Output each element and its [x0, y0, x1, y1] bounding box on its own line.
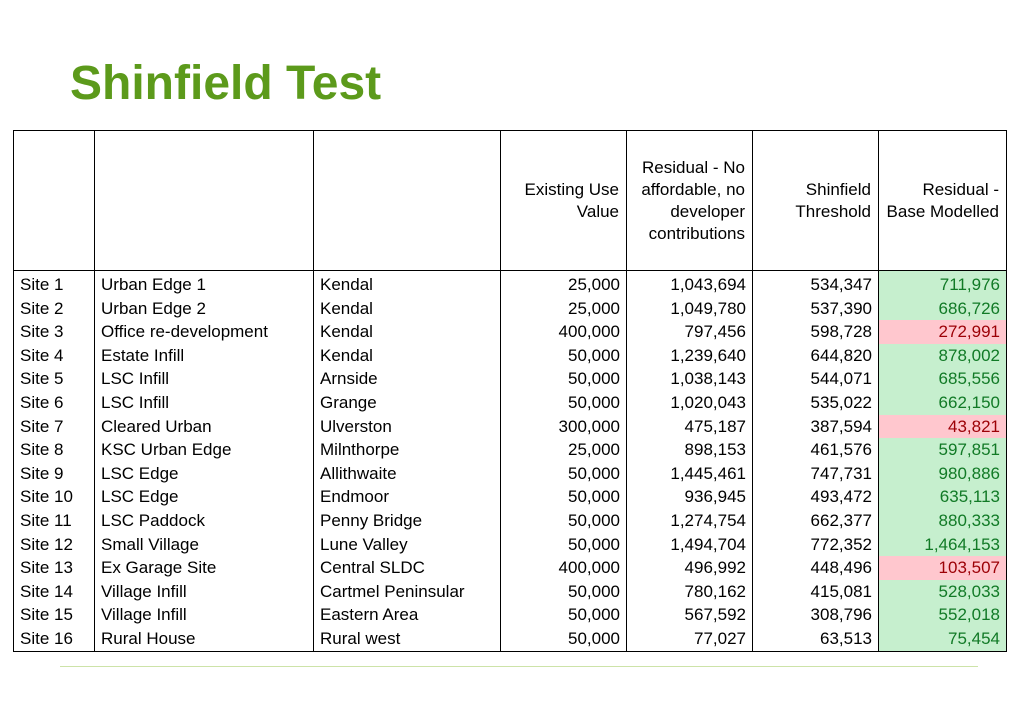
- cell-location: Lune Valley: [314, 533, 501, 557]
- cell-residual-no-affordable: 496,992: [627, 556, 753, 580]
- table-row: [14, 603, 1007, 627]
- cell-location: Grange: [314, 391, 501, 415]
- table-header-row: [14, 131, 1007, 271]
- cell-existing-use-value: 25,000: [501, 271, 627, 297]
- cell-residual-no-affordable: 1,043,694: [627, 271, 753, 297]
- cell-existing-use-value: 400,000: [501, 320, 627, 344]
- cell-site: Site 5: [14, 367, 95, 391]
- cell-shinfield-threshold: 461,576: [753, 438, 879, 462]
- cell-location: Milnthorpe: [314, 438, 501, 462]
- cell-residual-base-modelled: 103,507: [879, 556, 1007, 580]
- cell-shinfield-threshold: 598,728: [753, 320, 879, 344]
- table-row: [14, 297, 1007, 321]
- table-row: [14, 462, 1007, 486]
- cell-shinfield-threshold: 493,472: [753, 485, 879, 509]
- cell-existing-use-value: 50,000: [501, 533, 627, 557]
- cell-site-type: Urban Edge 2: [95, 297, 314, 321]
- cell-location: Cartmel Peninsular: [314, 580, 501, 604]
- cell-existing-use-value: 50,000: [501, 367, 627, 391]
- cell-site: Site 9: [14, 462, 95, 486]
- table-row: [14, 438, 1007, 462]
- cell-location: Kendal: [314, 320, 501, 344]
- cell-residual-no-affordable: 1,020,043: [627, 391, 753, 415]
- cell-location: Rural west: [314, 627, 501, 651]
- cell-shinfield-threshold: 534,347: [753, 271, 879, 297]
- cell-existing-use-value: 50,000: [501, 603, 627, 627]
- cell-shinfield-threshold: 535,022: [753, 391, 879, 415]
- table-row: [14, 627, 1007, 651]
- cell-residual-no-affordable: 936,945: [627, 485, 753, 509]
- table-row: [14, 320, 1007, 344]
- header-location: [314, 131, 501, 271]
- cell-location: Ulverston: [314, 415, 501, 439]
- cell-existing-use-value: 25,000: [501, 297, 627, 321]
- cell-site-type: Urban Edge 1: [95, 271, 314, 297]
- cell-residual-no-affordable: 1,445,461: [627, 462, 753, 486]
- cell-residual-base-modelled: 685,556: [879, 367, 1007, 391]
- cell-residual-base-modelled: 552,018: [879, 603, 1007, 627]
- cell-location: Arnside: [314, 367, 501, 391]
- cell-residual-no-affordable: 898,153: [627, 438, 753, 462]
- cell-site: Site 7: [14, 415, 95, 439]
- cell-residual-base-modelled: 75,454: [879, 627, 1007, 651]
- table-row: [14, 580, 1007, 604]
- cell-site: Site 6: [14, 391, 95, 415]
- cell-shinfield-threshold: 415,081: [753, 580, 879, 604]
- table-row: [14, 344, 1007, 368]
- viability-table: [13, 130, 1007, 652]
- header-shinfield-threshold: Shinfield Threshold: [753, 131, 879, 271]
- cell-site: Site 8: [14, 438, 95, 462]
- cell-residual-no-affordable: 797,456: [627, 320, 753, 344]
- header-existing-use-value: Existing Use Value: [501, 131, 627, 271]
- cell-site-type: Village Infill: [95, 603, 314, 627]
- cell-site-type: LSC Edge: [95, 462, 314, 486]
- cell-site-type: LSC Edge: [95, 485, 314, 509]
- cell-existing-use-value: 400,000: [501, 556, 627, 580]
- header-residual-no-affordable: Residual - No affordable, no developer contributions: [627, 131, 753, 271]
- table-row: [14, 556, 1007, 580]
- table-row: [14, 485, 1007, 509]
- cell-residual-no-affordable: 1,239,640: [627, 344, 753, 368]
- table-row: [14, 271, 1007, 297]
- cell-existing-use-value: 25,000: [501, 438, 627, 462]
- cell-residual-base-modelled: 528,033: [879, 580, 1007, 604]
- cell-residual-no-affordable: 77,027: [627, 627, 753, 651]
- cell-residual-base-modelled: 597,851: [879, 438, 1007, 462]
- cell-location: Eastern Area: [314, 603, 501, 627]
- cell-location: Kendal: [314, 297, 501, 321]
- cell-site: Site 15: [14, 603, 95, 627]
- cell-shinfield-threshold: 747,731: [753, 462, 879, 486]
- header-residual-base-modelled: Residual - Base Modelled: [879, 131, 1007, 271]
- cell-location: Penny Bridge: [314, 509, 501, 533]
- header-site: [14, 131, 95, 271]
- table-row: [14, 415, 1007, 439]
- cell-existing-use-value: 50,000: [501, 627, 627, 651]
- cell-residual-base-modelled: 880,333: [879, 509, 1007, 533]
- cell-residual-base-modelled: 711,976: [879, 271, 1007, 297]
- cell-residual-no-affordable: 567,592: [627, 603, 753, 627]
- cell-existing-use-value: 50,000: [501, 485, 627, 509]
- cell-shinfield-threshold: 544,071: [753, 367, 879, 391]
- cell-location: Kendal: [314, 344, 501, 368]
- cell-shinfield-threshold: 644,820: [753, 344, 879, 368]
- cell-existing-use-value: 300,000: [501, 415, 627, 439]
- cell-site: Site 4: [14, 344, 95, 368]
- cell-site-type: Cleared Urban: [95, 415, 314, 439]
- table-row: [14, 509, 1007, 533]
- cell-existing-use-value: 50,000: [501, 509, 627, 533]
- cell-residual-base-modelled: 662,150: [879, 391, 1007, 415]
- cell-site-type: Rural House: [95, 627, 314, 651]
- cell-site-type: Small Village: [95, 533, 314, 557]
- cell-site-type: LSC Infill: [95, 391, 314, 415]
- cell-residual-no-affordable: 1,049,780: [627, 297, 753, 321]
- cell-existing-use-value: 50,000: [501, 391, 627, 415]
- cell-site: Site 2: [14, 297, 95, 321]
- cell-residual-base-modelled: 635,113: [879, 485, 1007, 509]
- cell-existing-use-value: 50,000: [501, 344, 627, 368]
- table-row: [14, 391, 1007, 415]
- cell-site: Site 16: [14, 627, 95, 651]
- cell-shinfield-threshold: 387,594: [753, 415, 879, 439]
- cell-shinfield-threshold: 662,377: [753, 509, 879, 533]
- footer-divider: [60, 666, 978, 667]
- cell-residual-base-modelled: 272,991: [879, 320, 1007, 344]
- cell-site: Site 3: [14, 320, 95, 344]
- cell-residual-no-affordable: 780,162: [627, 580, 753, 604]
- cell-shinfield-threshold: 537,390: [753, 297, 879, 321]
- cell-site: Site 13: [14, 556, 95, 580]
- table-body: [14, 271, 1007, 652]
- cell-residual-base-modelled: 980,886: [879, 462, 1007, 486]
- cell-location: Kendal: [314, 271, 501, 297]
- table-row: [14, 533, 1007, 557]
- cell-location: Allithwaite: [314, 462, 501, 486]
- cell-site-type: Village Infill: [95, 580, 314, 604]
- cell-site: Site 12: [14, 533, 95, 557]
- cell-residual-base-modelled: 43,821: [879, 415, 1007, 439]
- cell-site-type: LSC Infill: [95, 367, 314, 391]
- cell-residual-base-modelled: 686,726: [879, 297, 1007, 321]
- cell-residual-base-modelled: 1,464,153: [879, 533, 1007, 557]
- cell-shinfield-threshold: 308,796: [753, 603, 879, 627]
- cell-site: Site 14: [14, 580, 95, 604]
- cell-residual-base-modelled: 878,002: [879, 344, 1007, 368]
- page-title: Shinfield Test: [70, 57, 382, 110]
- cell-site-type: LSC Paddock: [95, 509, 314, 533]
- cell-site: Site 1: [14, 271, 95, 297]
- table-row: [14, 367, 1007, 391]
- cell-location: Endmoor: [314, 485, 501, 509]
- cell-shinfield-threshold: 772,352: [753, 533, 879, 557]
- header-type: [95, 131, 314, 271]
- cell-shinfield-threshold: 448,496: [753, 556, 879, 580]
- cell-site: Site 10: [14, 485, 95, 509]
- cell-residual-no-affordable: 1,274,754: [627, 509, 753, 533]
- cell-site-type: Office re-development: [95, 320, 314, 344]
- cell-existing-use-value: 50,000: [501, 580, 627, 604]
- cell-residual-no-affordable: 475,187: [627, 415, 753, 439]
- cell-site-type: Ex Garage Site: [95, 556, 314, 580]
- cell-site: Site 11: [14, 509, 95, 533]
- cell-residual-no-affordable: 1,494,704: [627, 533, 753, 557]
- cell-location: Central SLDC: [314, 556, 501, 580]
- cell-shinfield-threshold: 63,513: [753, 627, 879, 651]
- cell-site-type: Estate Infill: [95, 344, 314, 368]
- cell-site-type: KSC Urban Edge: [95, 438, 314, 462]
- cell-residual-no-affordable: 1,038,143: [627, 367, 753, 391]
- cell-existing-use-value: 50,000: [501, 462, 627, 486]
